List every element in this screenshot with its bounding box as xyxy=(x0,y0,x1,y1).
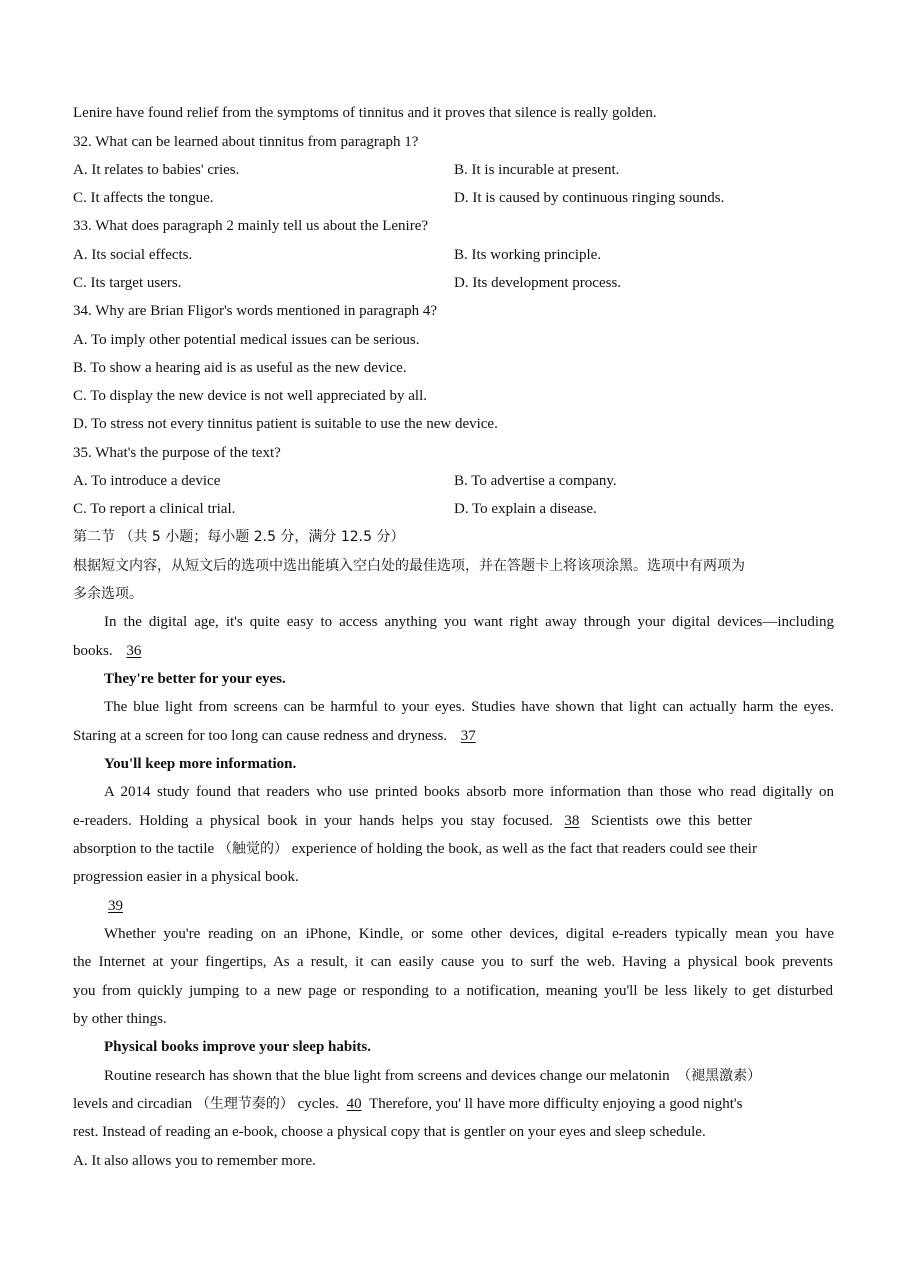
question-34-option-d: D. To stress not every tinnitus patient is suitable to use the new device. xyxy=(73,416,498,432)
choice-a: A. It also allows you to remember more. xyxy=(73,1153,316,1169)
paragraph-2-line-1: The blue light from screens can be harmful to your eyes. Studies have shown that light can actually harm the eyes. xyxy=(104,699,834,715)
subheading-keep-more-information: You'll keep more information. xyxy=(104,756,297,772)
paragraph-4-line-1: Whether you're reading on an iPhone, Kindle, or some other devices, digital e-readers typically mean you have xyxy=(104,926,834,942)
subheading-better-for-eyes: They're better for your eyes. xyxy=(104,671,286,687)
question-32-option-c: C. It affects the tongue. xyxy=(73,190,214,206)
passage-intro-line: Lenire have found relief from the symptoms of tinnitus and it proves that silence is really golden. xyxy=(73,105,657,121)
paragraph-2-text: Staring at a screen for too long can cause redness and dryness. xyxy=(73,728,448,744)
paragraph-3-line-4: progression easier in a physical book. xyxy=(73,869,299,885)
question-33-option-b: B. Its working principle. xyxy=(454,247,602,263)
paragraph-3-line-3 xyxy=(73,839,833,859)
question-35-option-b: B. To advertise a company. xyxy=(454,473,617,489)
question-33-option-d: D. Its development process. xyxy=(454,275,622,291)
question-32-option-b: B. It is incurable at present. xyxy=(454,162,620,178)
question-34-stem: 34. Why are Brian Fligor's words mentioned in paragraph 4? xyxy=(73,303,438,319)
subheading-improve-sleep-habits: Physical books improve your sleep habits. xyxy=(104,1039,371,1055)
question-35-option-a: A. To introduce a device xyxy=(73,473,221,489)
paragraph-1-line-2 xyxy=(73,641,833,661)
paragraph-2-line-2 xyxy=(73,726,833,746)
paragraph-5-line-1 xyxy=(104,1066,834,1086)
paragraph-1-line-1: In the digital age, it's quite easy to access anything you want right away through your digital devices—including xyxy=(104,614,834,630)
question-33-option-a: A. Its social effects. xyxy=(73,247,193,263)
paragraph-3-line-2 xyxy=(73,811,833,831)
gloss-melatonin: （褪黑激素） xyxy=(677,1068,762,1084)
question-33-option-c: C. Its target users. xyxy=(73,275,182,291)
paragraph-3-line-1: A 2014 study found that readers who use printed books absorb more information than those who read digitally on xyxy=(104,784,834,800)
blank-40: 40 xyxy=(346,1096,362,1112)
blank-39: 39 xyxy=(108,898,123,914)
paragraph-3-text-b: Scientists owe this better xyxy=(590,813,752,829)
paragraph-3-text-a: e-readers. Holding a physical book in your hands helps you stay focused. xyxy=(73,813,553,829)
paragraph-3-text-d: experience of holding the book, as well as the fact that readers could see their xyxy=(291,841,757,857)
question-35-option-c: C. To report a clinical trial. xyxy=(73,501,236,517)
paragraph-5-line-3: rest. Instead of reading an e-book, choose a physical copy that is gentler on your eyes and sleep schedule. xyxy=(73,1124,706,1140)
question-35-option-d: D. To explain a disease. xyxy=(454,501,597,517)
paragraph-4-line-3: you from quickly jumping to a new page or responding to a notification, meaning you'll be less likely to get disturbed xyxy=(73,983,833,999)
paragraph-5-text-a: Routine research has shown that the blue light from screens and devices change our melatonin xyxy=(104,1068,670,1084)
question-32-option-d: D. It is caused by continuous ringing sounds. xyxy=(454,190,725,206)
question-34-option-b: B. To show a hearing aid is as useful as the new device. xyxy=(73,360,407,376)
paragraph-4-line-2: the Internet at your fingertips, As a result, it can easily cause you to surf the web. Having a physical book prevents xyxy=(73,954,833,970)
blank-38: 38 xyxy=(564,813,580,829)
gloss-circadian: （生理节奏的） xyxy=(195,1096,294,1112)
paragraph-5-text-d: Therefore, you' ll have more difficulty enjoying a good night's xyxy=(369,1096,743,1112)
paragraph-1-text: books. xyxy=(73,643,113,659)
section-2-instructions-line-2: 多余选项。 xyxy=(73,586,143,602)
paragraph-4-line-4: by other things. xyxy=(73,1011,167,1027)
blank-36: 36 xyxy=(126,643,142,659)
question-32-option-a: A. It relates to babies' cries. xyxy=(73,162,240,178)
blank-39-line xyxy=(104,896,834,916)
paragraph-5-line-2 xyxy=(73,1094,833,1114)
question-32-stem: 32. What can be learned about tinnitus from paragraph 1? xyxy=(73,134,419,150)
question-34-option-c: C. To display the new device is not well appreciated by all. xyxy=(73,388,427,404)
paragraph-3-text-c: absorption to the tactile xyxy=(73,841,215,857)
question-34-option-a: A. To imply other potential medical issues can be serious. xyxy=(73,332,420,348)
question-33-stem: 33. What does paragraph 2 mainly tell us about the Lenire? xyxy=(73,218,429,234)
question-35-stem: 35. What's the purpose of the text? xyxy=(73,445,281,461)
section-2-instructions-line-1: 根据短文内容，从短文后的选项中选出能填入空白处的最佳选项，并在答题卡上将该项涂黑。选项中有两项为 xyxy=(73,558,745,574)
paragraph-5-text-c: cycles. xyxy=(297,1096,339,1112)
paragraph-5-text-b: levels and circadian xyxy=(73,1096,193,1112)
gloss-tactile: （触觉的） xyxy=(217,841,288,857)
blank-37: 37 xyxy=(460,728,476,744)
section-2-heading: 第二节 （共 5 小题；每小题 2.5 分，满分 12.5 分） xyxy=(73,529,405,545)
